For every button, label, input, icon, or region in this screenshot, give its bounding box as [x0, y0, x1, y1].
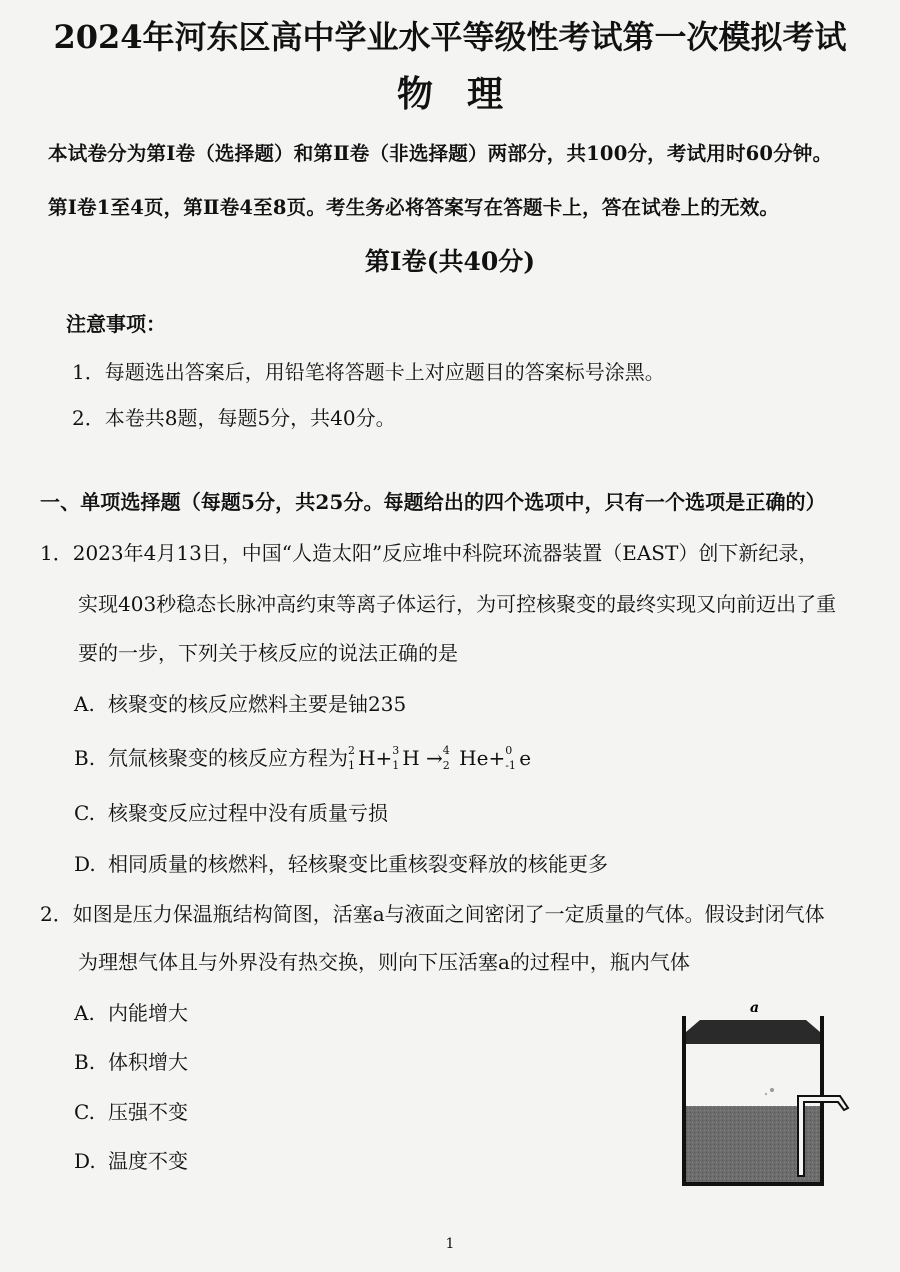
option-text: 氘氚核聚变的核反应方程为: [108, 746, 348, 770]
bottle-bottom: [682, 1182, 824, 1186]
subject-title: 物理: [396, 73, 537, 115]
option-label: C.: [74, 801, 95, 825]
page-number: 1: [445, 1236, 455, 1252]
option-text: 核聚变反应过程中没有质量亏损: [108, 801, 388, 825]
option-label: C.: [74, 1100, 95, 1124]
note-item: 1．每题选出答案后，用铅笔将答题卡上对应题目的答案标号涂黑。: [72, 360, 665, 384]
notes-heading: 注意事项：: [66, 312, 166, 336]
option-label: A.: [74, 1001, 95, 1025]
speckle: [770, 1088, 774, 1092]
question-1-line: 1．2023年4月13日，中国“人造太阳”反应堆中科院环流器装置（EAST）创下新纪录，: [40, 541, 819, 565]
option-label: B.: [74, 746, 96, 770]
option-text: 相同质量的核燃料，轻核聚变比重核裂变释放的核能更多: [108, 852, 608, 876]
question-1-option-c: [74, 797, 388, 826]
question-2-option-a: [74, 997, 188, 1026]
section-title: 一、单项选择题（每题5分，共25分。每题给出的四个选项中，只有一个选项是正确的）: [40, 490, 826, 514]
question-1-option-b: [74, 742, 531, 771]
option-label: D.: [74, 1149, 96, 1173]
nuclear-equation: 2 1 H+ 3 1 H → 4 2 He+ 0 -1 e: [348, 743, 532, 772]
option-text: 压强不变: [108, 1100, 188, 1124]
thermos-diagram: [668, 990, 864, 1190]
question-2-option-b: [74, 1046, 188, 1075]
bottle-left-wall: [682, 1016, 686, 1186]
speckle: [765, 1093, 767, 1095]
piston: [686, 1020, 820, 1044]
question-2-option-c: [74, 1096, 188, 1125]
option-label: D.: [74, 852, 96, 876]
intro-line-2: 第Ⅰ卷1至4页，第Ⅱ卷4至8页。考生务必将答案写在答题卡上，答在试卷上的无效。: [48, 196, 780, 219]
question-1-option-a: [74, 688, 406, 717]
question-1-option-d: [74, 848, 608, 877]
question-2-line: 为理想气体且与外界没有热交换，则向下压活塞a的过程中，瓶内气体: [78, 950, 690, 974]
intro-line-1: 本试卷分为第Ⅰ卷（选择题）和第Ⅱ卷（非选择题）两部分，共100分，考试用时60分钟。: [48, 142, 833, 165]
option-text: 温度不变: [108, 1149, 188, 1173]
question-2-option-d: [74, 1145, 188, 1174]
note-item: 2．本卷共8题，每题5分，共40分。: [72, 406, 396, 430]
question-1-line: 实现403秒稳态长脉冲高约束等离子体运行，为可控核聚变的最终实现又向前迈出了重: [78, 592, 837, 616]
exam-title: 2024年河东区高中学业水平等级性考试第一次模拟考试: [53, 18, 847, 56]
question-2-line: 2．如图是压力保温瓶结构简图，活塞a与液面之间密闭了一定质量的气体。假设封闭气体: [40, 902, 825, 926]
option-text: 核聚变的核反应燃料主要是铀235: [108, 692, 407, 716]
part-title: 第Ⅰ卷(共40分): [364, 247, 536, 276]
piston-label: a: [750, 1000, 760, 1016]
option-text: 体积增大: [108, 1050, 188, 1074]
option-label: B.: [74, 1050, 96, 1074]
option-text: 内能增大: [108, 1001, 188, 1025]
option-label: A.: [74, 692, 95, 716]
question-1-line: 要的一步，下列关于核反应的说法正确的是: [78, 641, 458, 665]
